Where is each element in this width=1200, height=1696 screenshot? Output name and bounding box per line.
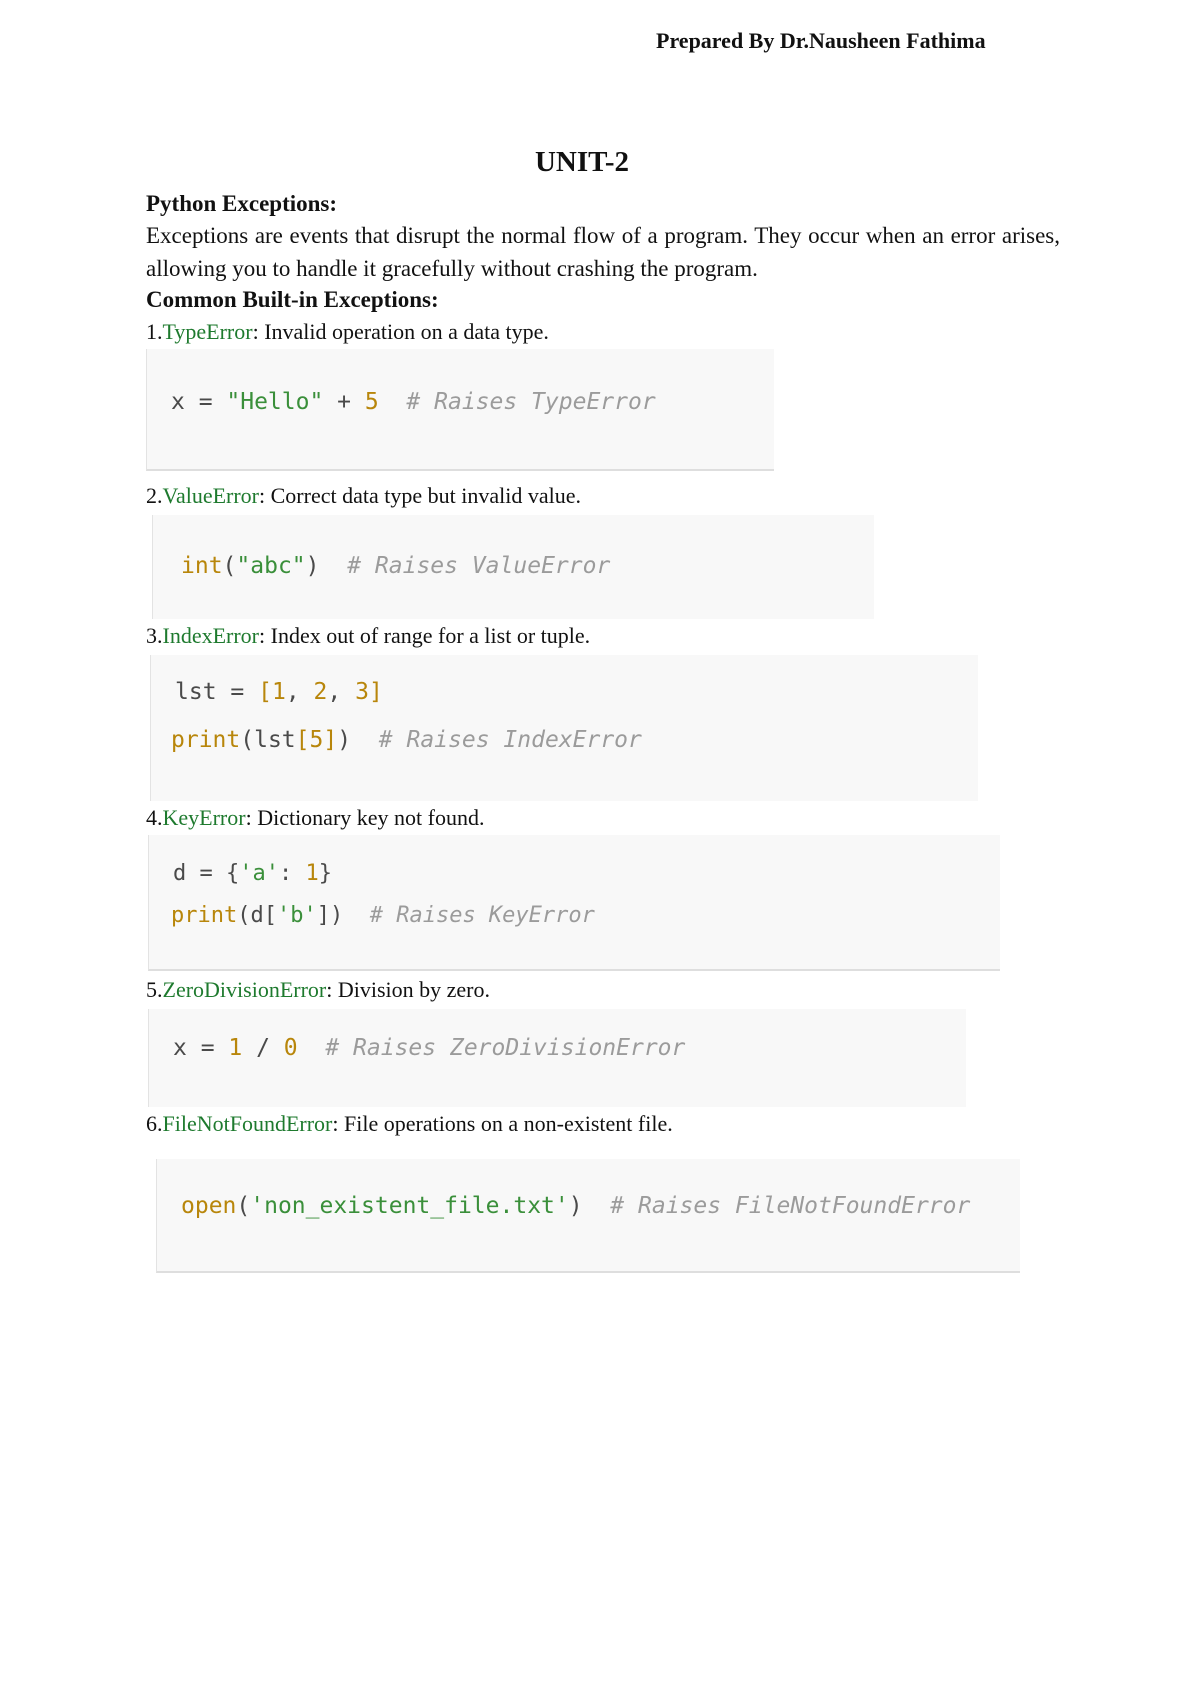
exception-name: IndexError <box>162 623 260 648</box>
exception-item-indexerror <box>146 621 1060 651</box>
code-token: 0 <box>283 1035 298 1061</box>
code-token: ) <box>337 727 352 753</box>
code-block-zerodivisionerror <box>148 1009 966 1107</box>
code-token: , <box>285 679 314 705</box>
code-line <box>181 553 610 579</box>
item-number: 6. <box>146 1111 163 1136</box>
code-block-filenotfounderror <box>156 1159 1020 1273</box>
prepared-by-header: Prepared By Dr.Nausheen Fathima <box>656 28 986 53</box>
code-token: 5 <box>309 727 324 753</box>
code-token: open <box>181 1193 237 1219</box>
code-token: 1 <box>271 679 286 705</box>
document-body <box>146 146 1060 1273</box>
code-token: ( <box>236 1193 251 1219</box>
exception-name: FileNotFoundError <box>162 1111 333 1136</box>
code-line <box>171 389 656 415</box>
code-line <box>175 679 383 705</box>
section-title: Python Exceptions: <box>146 191 338 216</box>
code-token: [ <box>295 727 310 753</box>
code-token: + <box>323 389 365 415</box>
code-token: : <box>278 861 306 886</box>
code-block-typeerror <box>146 349 774 471</box>
unit-title: UNIT-2 <box>534 146 629 178</box>
exception-description: : Correct data type but invalid value. <box>259 483 581 508</box>
exception-item-valueerror <box>146 481 1060 511</box>
code-token: 'b' <box>276 903 317 928</box>
intro-paragraph: Exceptions are events that disrupt the normal flow of a program. They occur when an error arises, allowing you to handle it gracefully without crashing the program. <box>146 223 1060 281</box>
code-token: int <box>181 553 223 579</box>
code-token: 'a' <box>239 861 279 886</box>
exception-item-filenotfounderror <box>146 1109 1060 1139</box>
code-token: 'non_existent_file.txt' <box>250 1193 569 1219</box>
exception-item-typeerror <box>146 317 1060 347</box>
code-token: 3 <box>355 679 369 705</box>
exception-name: ValueError <box>162 483 260 508</box>
code-token: , <box>327 679 356 705</box>
code-line <box>171 903 595 928</box>
code-token: ] <box>368 679 383 705</box>
code-token: # Raises KeyError <box>343 903 595 928</box>
exception-name: KeyError <box>162 805 246 830</box>
exception-description: : File operations on a non-existent file. <box>332 1111 673 1136</box>
code-token: ]) <box>316 903 344 928</box>
code-token: 2 <box>313 679 328 705</box>
code-line <box>181 1193 970 1219</box>
code-token: 1 <box>305 861 319 886</box>
code-token: "abc" <box>236 553 306 579</box>
code-token: ) <box>305 553 320 579</box>
code-token: lst = <box>175 679 259 705</box>
code-token: x = <box>173 1035 229 1061</box>
code-token: [ <box>258 679 272 705</box>
exception-name: TypeError <box>162 319 253 344</box>
code-token: # Raises ZeroDivisionError <box>297 1035 686 1061</box>
code-token: print <box>171 903 238 928</box>
code-token: x = <box>171 389 227 415</box>
code-token: d = { <box>173 861 240 886</box>
exception-item-zerodivisionerror <box>146 975 1060 1005</box>
code-line <box>173 861 332 886</box>
exception-description: : Division by zero. <box>326 977 490 1002</box>
code-token: ( <box>222 553 237 579</box>
code-block-valueerror <box>152 515 874 619</box>
code-token: # Raises IndexError <box>351 727 642 753</box>
code-token: 1 <box>228 1035 243 1061</box>
code-token: # Raises TypeError <box>378 389 656 415</box>
code-token: / <box>242 1035 284 1061</box>
code-block-indexerror <box>150 655 978 801</box>
code-token: print <box>171 727 241 753</box>
item-number: 5. <box>146 977 163 1002</box>
item-number: 1. <box>146 319 163 344</box>
exception-description: : Invalid operation on a data type. <box>252 319 549 344</box>
exception-description: : Index out of range for a list or tuple. <box>259 623 591 648</box>
code-token: # Raises ValueError <box>319 553 611 579</box>
exception-item-keyerror <box>146 803 1060 833</box>
code-line <box>171 727 642 753</box>
item-number: 2. <box>146 483 163 508</box>
code-token: 5 <box>364 389 379 415</box>
exception-description: : Dictionary key not found. <box>245 805 485 830</box>
code-line <box>173 1035 685 1061</box>
exception-name: ZeroDivisionError <box>162 977 327 1002</box>
code-token: "Hello" <box>226 389 324 415</box>
code-token: ) <box>568 1193 583 1219</box>
code-token: (lst <box>240 727 296 753</box>
subsection-title: Common Built-in Exceptions: <box>146 287 439 312</box>
code-token: ] <box>323 727 338 753</box>
code-block-keyerror <box>148 835 1000 971</box>
code-token: } <box>318 861 332 886</box>
item-number: 4. <box>146 805 163 830</box>
code-token: # Raises FileNotFoundError <box>582 1193 971 1219</box>
code-token: (d[ <box>237 903 277 928</box>
item-number: 3. <box>146 623 163 648</box>
